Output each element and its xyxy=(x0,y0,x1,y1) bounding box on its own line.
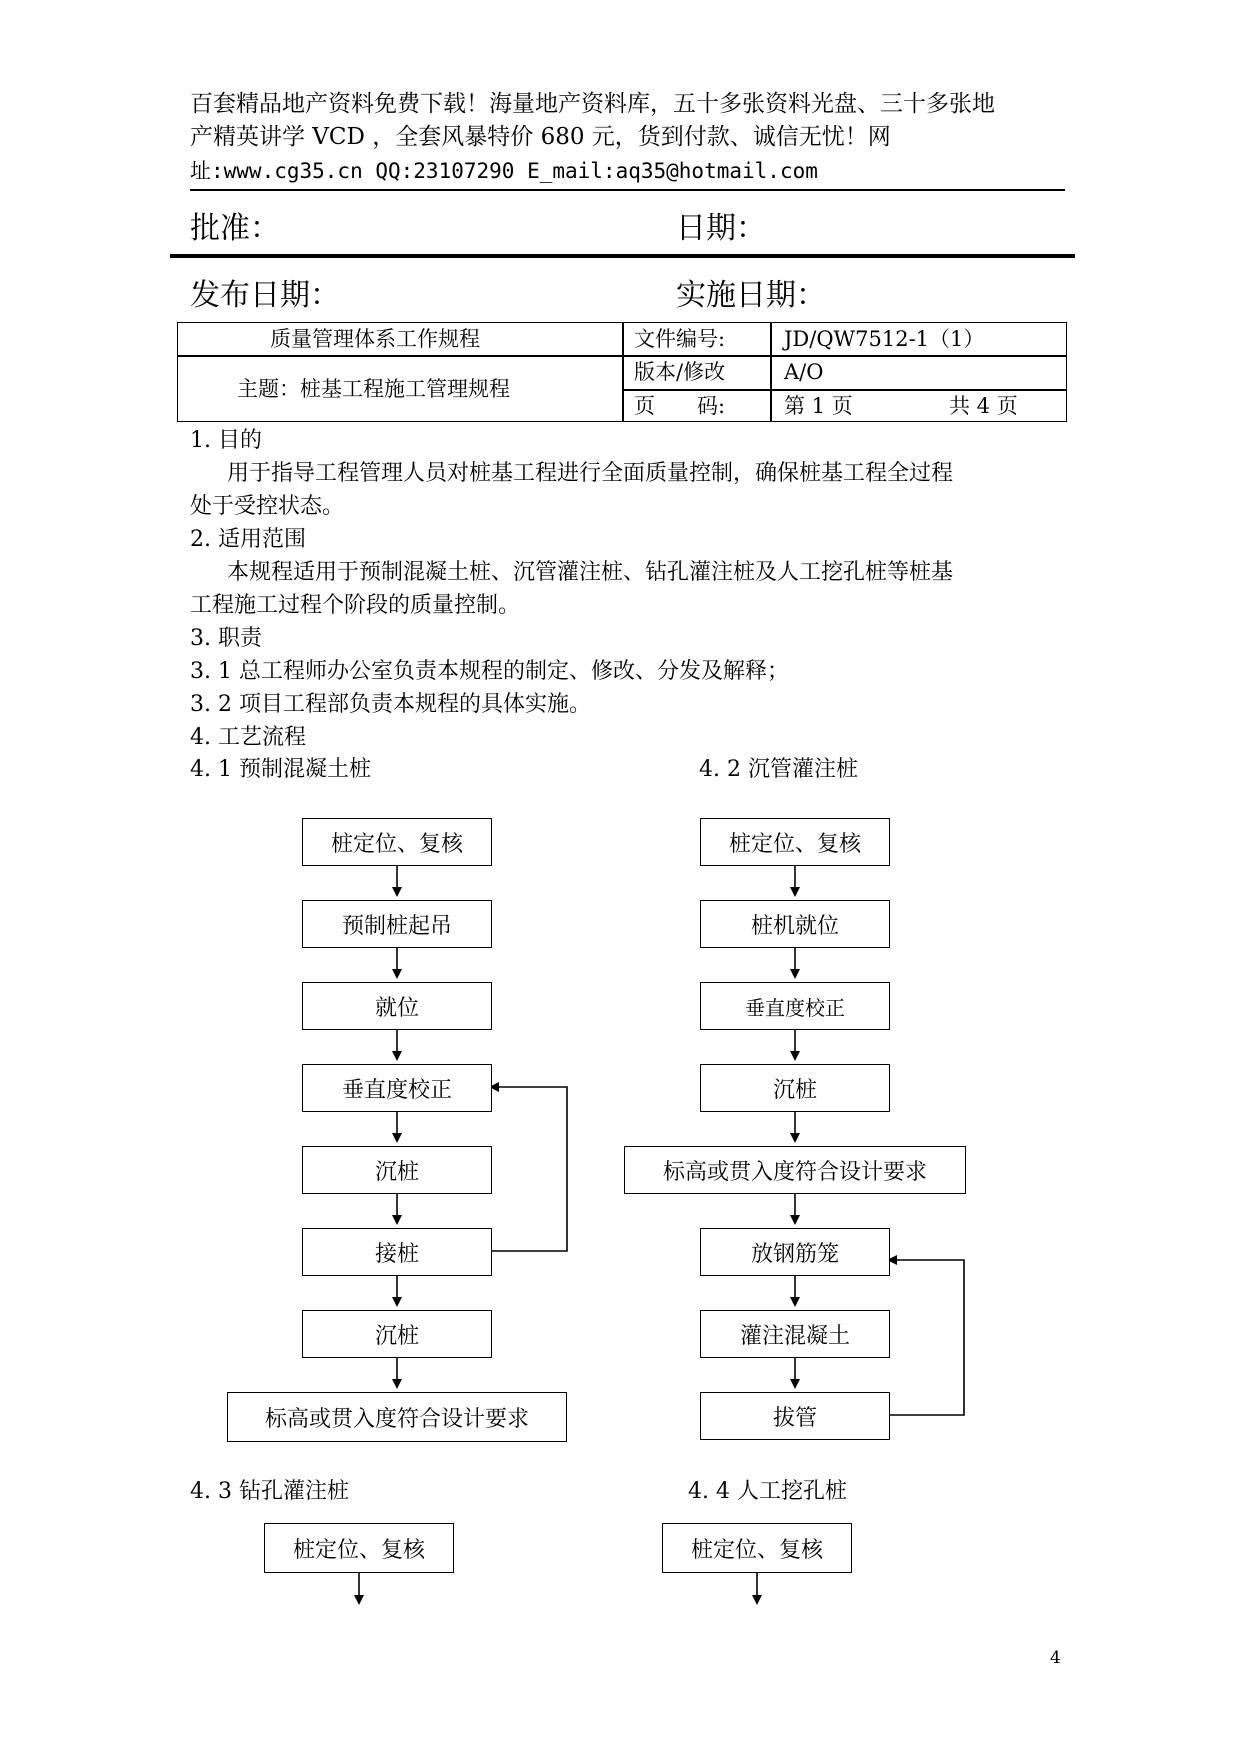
section-4-1-title: 4. 1 预制混凝土桩 xyxy=(190,757,371,782)
document-title: 质量管理体系工作规程 xyxy=(270,327,480,351)
flow-4-1-step-1: 桩定位、复核 xyxy=(302,818,492,866)
flow-4-2-step-4: 沉桩 xyxy=(700,1064,890,1112)
flow-4-1-step-2: 预制桩起吊 xyxy=(302,900,492,948)
section-1-body-line-1: 用于指导工程管理人员对桩基工程进行全面质量控制，确保桩基工程全过程 xyxy=(227,461,954,486)
section-2-title: 2. 适用范围 xyxy=(190,527,306,552)
date-label: 日期： xyxy=(676,211,766,246)
page-label: 页 码: xyxy=(634,394,726,418)
version-value: A/O xyxy=(784,360,824,384)
flow-4-2-step-8: 拔管 xyxy=(700,1392,890,1440)
flow-4-2-step-5: 标高或贯入度符合设计要求 xyxy=(624,1146,966,1194)
flow-4-2-step-3: 垂直度校正 xyxy=(700,982,890,1030)
file-number-label: 文件编号: xyxy=(634,327,726,351)
header-divider xyxy=(190,189,1065,191)
implement-date-label: 实施日期： xyxy=(676,278,826,313)
flow-4-2-step-1: 桩定位、复核 xyxy=(700,818,890,866)
document-subject: 主题：桩基工程施工管理规程 xyxy=(237,377,510,401)
section-2-body-line-2: 工程施工过程个阶段的质量控制。 xyxy=(190,593,521,618)
page-value: 第 1 页 xyxy=(784,394,853,418)
section-3-1: 3. 1 总工程师办公室负责本规程的制定、修改、分发及解释； xyxy=(190,659,789,684)
approval-divider xyxy=(170,254,1075,258)
approve-label: 批准： xyxy=(190,211,280,246)
header-line-2: 产精英讲学 VCD ，全套风暴特价 680 元，货到付款、诚信无忧！网 xyxy=(190,124,891,150)
page-number: 4 xyxy=(1050,1648,1061,1668)
section-4-2-title: 4. 2 沉管灌注桩 xyxy=(699,757,858,782)
section-3-title: 3. 职责 xyxy=(190,626,262,651)
flow-4-2-step-2: 桩机就位 xyxy=(700,900,890,948)
flow-4-1-step-7: 沉桩 xyxy=(302,1310,492,1358)
flow-4-2-step-6: 放钢筋笼 xyxy=(700,1228,890,1276)
section-3-2: 3. 2 项目工程部负责本规程的具体实施。 xyxy=(190,692,591,717)
section-4-3-title: 4. 3 钻孔灌注桩 xyxy=(190,1479,349,1504)
section-2-body-line-1: 本规程适用于预制混凝土桩、沉管灌注桩、钻孔灌注桩及人工挖孔桩等桩基 xyxy=(227,560,954,585)
flow-4-1-step-5: 沉桩 xyxy=(302,1146,492,1194)
header-line-3: 址:www.cg35.cn QQ:23107290 E_mail:aq35@hotmail.com xyxy=(190,159,818,183)
version-label: 版本/修改 xyxy=(634,360,726,384)
flow-4-1-step-4: 垂直度校正 xyxy=(302,1064,492,1112)
file-number-value: JD/QW7512-1（1） xyxy=(784,327,985,351)
flow-4-1-step-6: 接桩 xyxy=(302,1228,492,1276)
total-pages: 共 4 页 xyxy=(949,394,1018,418)
header-line-1: 百套精品地产资料免费下载！海量地产资料库，五十多张资料光盘、三十多张地 xyxy=(190,91,995,117)
flow-4-2-step-7: 灌注混凝土 xyxy=(700,1310,890,1358)
section-1-title: 1. 目的 xyxy=(190,428,262,453)
section-4-4-title: 4. 4 人工挖孔桩 xyxy=(688,1479,847,1504)
section-1-body-line-2: 处于受控状态。 xyxy=(190,494,345,519)
flow-4-3-step-1: 桩定位、复核 xyxy=(264,1523,454,1573)
flow-4-4-step-1: 桩定位、复核 xyxy=(662,1523,852,1573)
flow-4-1-step-8: 标高或贯入度符合设计要求 xyxy=(227,1392,567,1442)
section-4-title: 4. 工艺流程 xyxy=(190,725,306,750)
flow-4-1-step-3: 就位 xyxy=(302,982,492,1030)
publish-date-label: 发布日期： xyxy=(190,278,340,313)
